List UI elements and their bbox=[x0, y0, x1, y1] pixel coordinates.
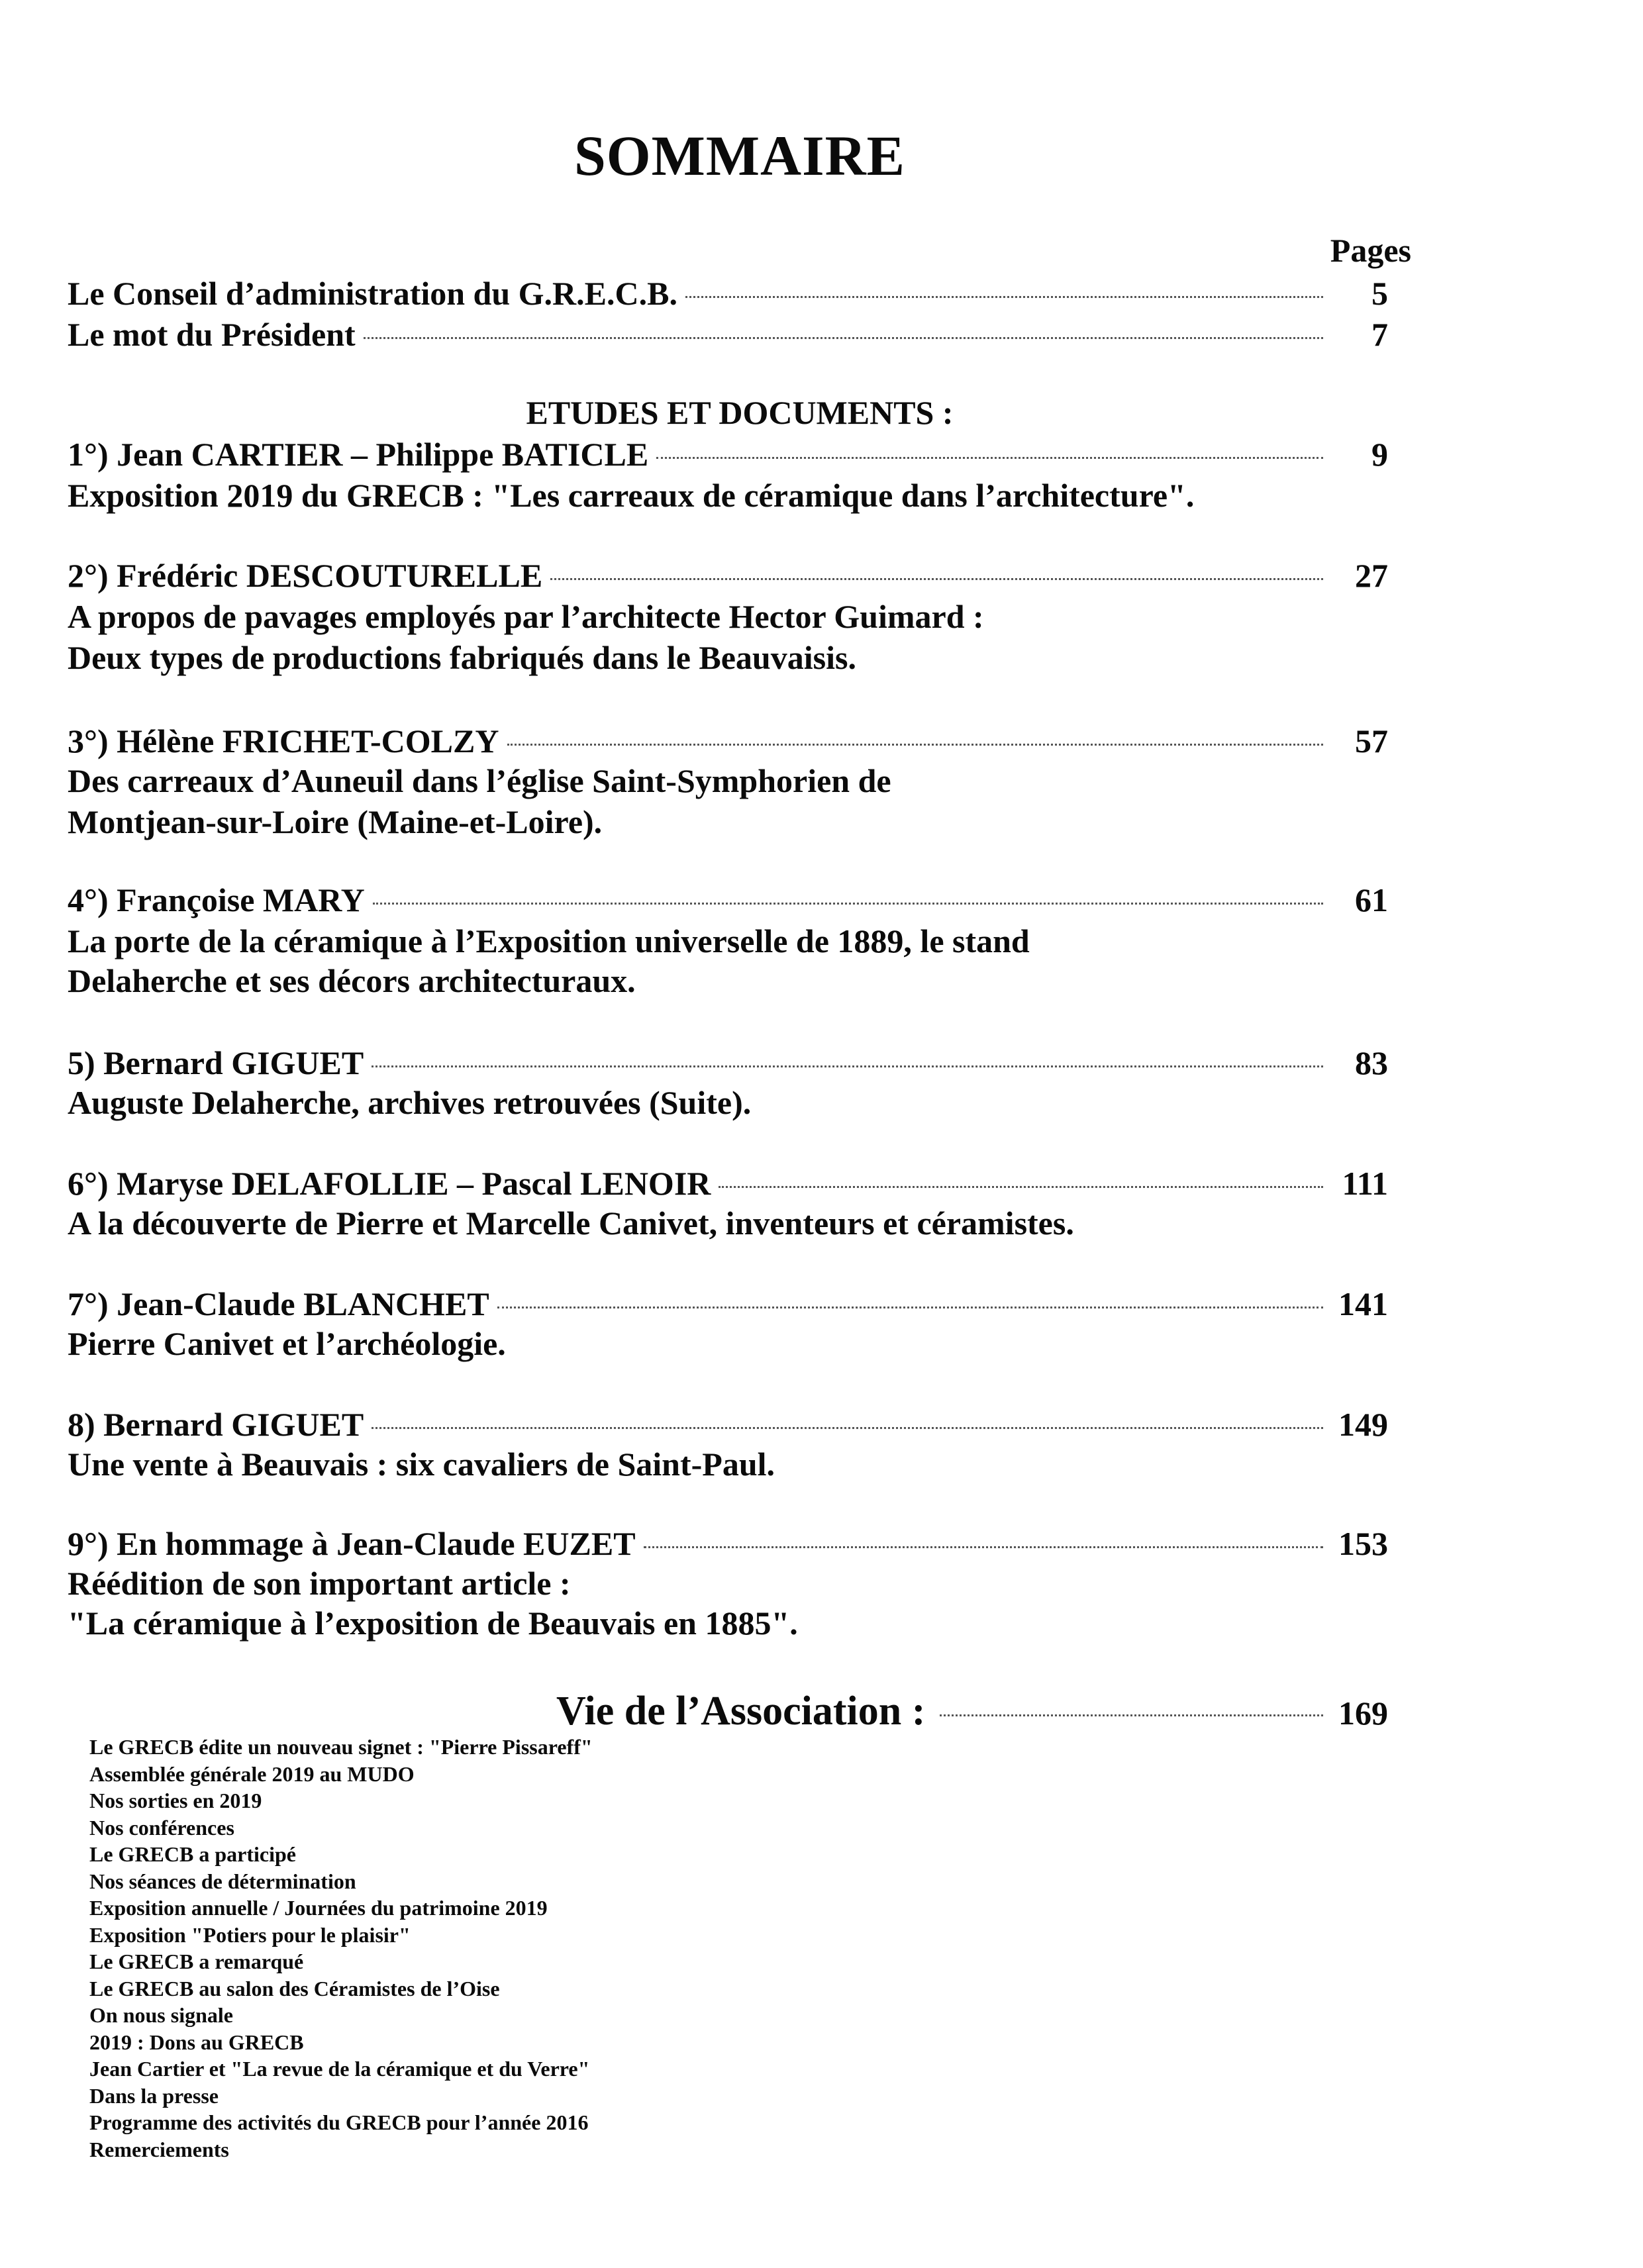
toc-page-number: 27 bbox=[1355, 557, 1388, 594]
toc-entry-vie-association bbox=[556, 1685, 1388, 1737]
list-item: Jean Cartier et "La revue de la céramique et du Verre" bbox=[89, 2057, 590, 2081]
toc-entry-label: 6°) Maryse DELAFOLLIE – Pascal LENOIR bbox=[68, 1165, 711, 1202]
toc-entry-article-7 bbox=[68, 1283, 1388, 1324]
dot-leader bbox=[550, 578, 1323, 580]
article-description: Auguste Delaherche, archives retrouvées (Suite). bbox=[68, 1084, 752, 1121]
list-item: Nos sorties en 2019 bbox=[89, 1789, 262, 1812]
article-description: Des carreaux d’Auneuil dans l’église Saint-Symphorien de bbox=[68, 762, 891, 799]
list-item: Nos conférences bbox=[89, 1815, 234, 1840]
list-item: Le GRECB édite un nouveau signet : "Pierre Pissareff" bbox=[89, 1735, 593, 1759]
toc-entry-label: 8) Bernard GIGUET bbox=[68, 1406, 364, 1443]
list-item: Nos séances de détermination bbox=[89, 1869, 356, 1893]
toc-entry-article-2 bbox=[68, 555, 1388, 596]
dot-leader bbox=[497, 1307, 1323, 1308]
section-heading-etudes: ETUDES ET DOCUMENTS : bbox=[526, 394, 954, 431]
list-item: Le GRECB au salon des Céramistes de l’Oise bbox=[89, 1976, 500, 2000]
toc-page-number: 61 bbox=[1355, 881, 1388, 918]
toc-entry-article-1 bbox=[68, 434, 1388, 475]
toc-entry-label: 9°) En hommage à Jean-Claude EUZET bbox=[68, 1525, 636, 1562]
list-item: Le GRECB a participé bbox=[89, 1842, 296, 1866]
toc-entry-article-9 bbox=[68, 1523, 1388, 1564]
article-description: Exposition 2019 du GRECB : "Les carreaux de céramique dans l’architecture". bbox=[68, 477, 1195, 514]
dot-leader bbox=[364, 337, 1323, 339]
dot-leader bbox=[373, 903, 1323, 905]
article-description: "La céramique à l’exposition de Beauvais en 1885". bbox=[68, 1604, 798, 1642]
toc-entry-label: 5) Bernard GIGUET bbox=[68, 1044, 364, 1081]
article-description: A la découverte de Pierre et Marcelle Canivet, inventeurs et céramistes. bbox=[68, 1205, 1074, 1242]
list-item: Le GRECB a remarqué bbox=[89, 1949, 304, 1973]
toc-page-number: 111 bbox=[1342, 1165, 1388, 1202]
toc-page-number: 83 bbox=[1355, 1044, 1388, 1081]
toc-entry-label: 3°) Hélène FRICHET-COLZY bbox=[68, 722, 499, 760]
toc-entry-label: 7°) Jean-Claude BLANCHET bbox=[68, 1285, 489, 1322]
association-items-list bbox=[89, 1734, 593, 2163]
toc-entry-mot-president bbox=[68, 314, 1388, 355]
article-description: Deux types de productions fabriqués dans le Beauvaisis. bbox=[68, 639, 856, 676]
toc-entry-article-6 bbox=[68, 1163, 1388, 1204]
list-item: Exposition annuelle / Journées du patrimoine 2019 bbox=[89, 1896, 548, 1920]
dot-leader bbox=[719, 1186, 1323, 1188]
association-heading: Vie de l’Association : bbox=[556, 1689, 926, 1734]
page-title: SOMMAIRE bbox=[573, 124, 906, 187]
toc-page-number: 141 bbox=[1338, 1285, 1388, 1322]
list-item: On nous signale bbox=[89, 2003, 233, 2027]
toc-entry-label: 1°) Jean CARTIER – Philippe BATICLE bbox=[68, 436, 649, 473]
toc-page-number: 57 bbox=[1355, 722, 1388, 760]
toc-page-number: 153 bbox=[1338, 1525, 1388, 1562]
dot-leader bbox=[507, 744, 1324, 746]
list-item: Programme des activités du GRECB pour l’année 2016 bbox=[89, 2110, 589, 2134]
toc-entry-conseil bbox=[68, 273, 1388, 314]
toc-entry-label: Le mot du Président bbox=[68, 316, 356, 353]
list-item: Exposition "Potiers pour le plaisir" bbox=[89, 1922, 411, 1947]
list-item: Remerciements bbox=[89, 2137, 229, 2161]
dot-leader bbox=[940, 1714, 1323, 1716]
toc-entry-label: 2°) Frédéric DESCOUTURELLE bbox=[68, 557, 543, 594]
toc-page-number: 169 bbox=[1338, 1695, 1388, 1732]
article-description: Delaherche et ses décors architecturaux. bbox=[68, 962, 636, 999]
dot-leader bbox=[656, 457, 1323, 459]
dot-leader bbox=[372, 1427, 1323, 1429]
article-description: A propos de pavages employés par l’architecte Hector Guimard : bbox=[68, 598, 984, 635]
toc-entry-article-3 bbox=[68, 720, 1388, 762]
article-description: Pierre Canivet et l’archéologie. bbox=[68, 1325, 506, 1362]
article-description: Réédition de son important article : bbox=[68, 1565, 571, 1602]
pages-column-header: Pages bbox=[1330, 232, 1411, 269]
toc-entry-label: 4°) Françoise MARY bbox=[68, 881, 365, 918]
dot-leader bbox=[644, 1546, 1323, 1548]
toc-entry-label: Le Conseil d’administration du G.R.E.C.B. bbox=[68, 275, 677, 312]
article-description: Montjean-sur-Loire (Maine-et-Loire). bbox=[68, 803, 603, 840]
list-item: 2019 : Dons au GRECB bbox=[89, 2030, 304, 2054]
list-item: Dans la presse bbox=[89, 2083, 219, 2108]
dot-leader bbox=[685, 296, 1323, 298]
toc-page-number: 9 bbox=[1371, 436, 1388, 473]
toc-page-number: 7 bbox=[1371, 316, 1388, 353]
toc-entry-article-5 bbox=[68, 1042, 1388, 1083]
toc-page-number: 149 bbox=[1338, 1406, 1388, 1443]
list-item: Assemblée générale 2019 au MUDO bbox=[89, 1761, 415, 1786]
toc-page-number: 5 bbox=[1371, 275, 1388, 312]
toc-entry-article-8 bbox=[68, 1404, 1388, 1445]
article-description: La porte de la céramique à l’Exposition universelle de 1889, le stand bbox=[68, 922, 1030, 960]
dot-leader bbox=[372, 1065, 1323, 1067]
article-description: Une vente à Beauvais : six cavaliers de Saint-Paul. bbox=[68, 1446, 775, 1483]
toc-entry-article-4 bbox=[68, 879, 1388, 920]
